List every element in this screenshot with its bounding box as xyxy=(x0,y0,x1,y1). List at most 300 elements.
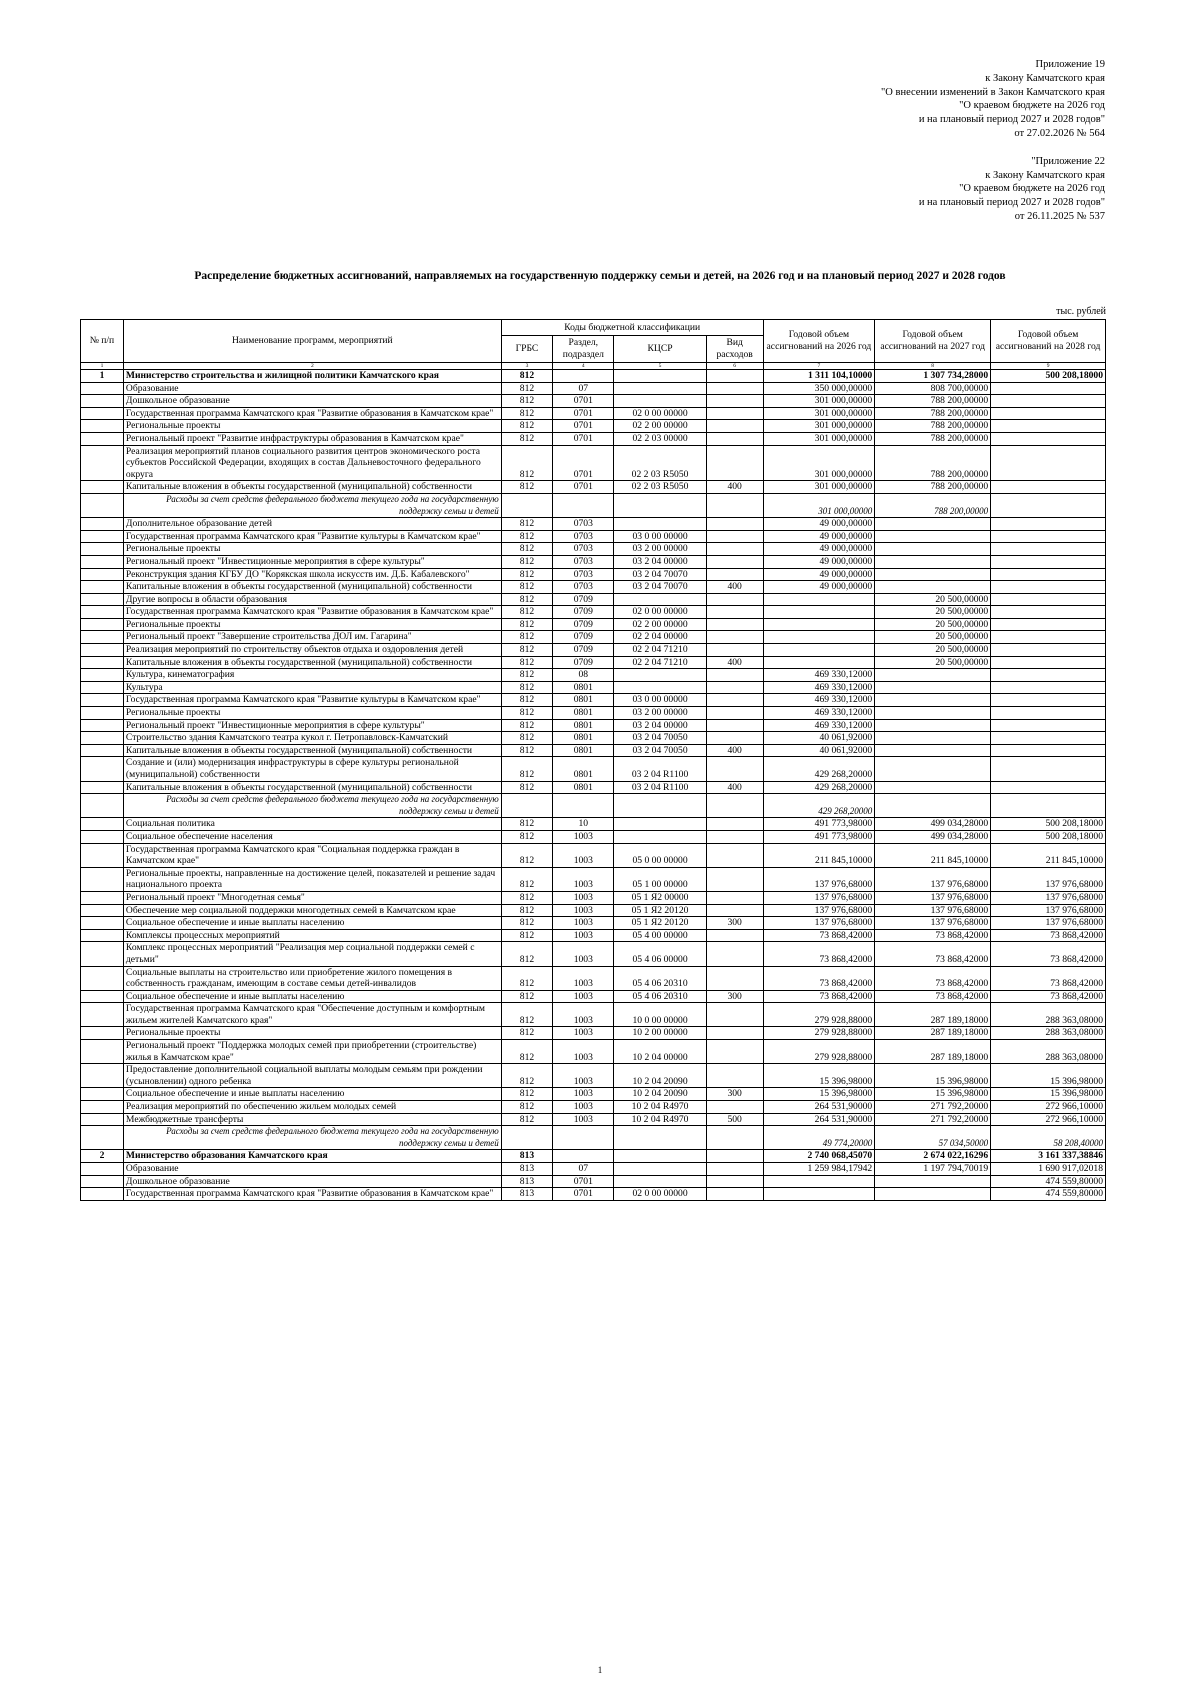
row-vid xyxy=(706,732,763,745)
row-name: Культура, кинематография xyxy=(123,669,501,682)
row-grbs xyxy=(501,493,553,517)
row-kcsr: 10 2 04 20090 xyxy=(614,1088,706,1101)
row-grbs: 812 xyxy=(501,656,553,669)
row-amount-2028: 500 208,18000 xyxy=(991,818,1106,831)
row-number xyxy=(81,382,124,395)
row-amount-2026: 49 000,00000 xyxy=(763,555,875,568)
header-codes: Коды бюджетной классификации xyxy=(501,320,763,336)
row-amount-2028 xyxy=(991,707,1106,720)
row-amount-2027 xyxy=(875,757,991,781)
table-row xyxy=(81,891,1106,904)
row-amount-2028: 474 559,80000 xyxy=(991,1188,1106,1201)
table-header-row xyxy=(81,320,1106,336)
row-kcsr: 02 0 00 00000 xyxy=(614,606,706,619)
row-name: Региональные проекты xyxy=(123,1027,501,1040)
row-kcsr: 05 1 Я2 20120 xyxy=(614,917,706,930)
row-number xyxy=(81,942,124,966)
table-row xyxy=(81,606,1106,619)
row-number xyxy=(81,1040,124,1064)
row-grbs: 812 xyxy=(501,843,553,867)
row-amount-2027: 73 868,42000 xyxy=(875,966,991,990)
row-amount-2028 xyxy=(991,518,1106,531)
row-razdel: 0703 xyxy=(553,518,614,531)
row-amount-2028: 211 845,10000 xyxy=(991,843,1106,867)
row-name: Социальное обеспечение и иные выплаты населению xyxy=(123,990,501,1003)
row-amount-2026: 469 330,12000 xyxy=(763,707,875,720)
row-amount-2027: 20 500,00000 xyxy=(875,593,991,606)
row-grbs: 812 xyxy=(501,891,553,904)
row-amount-2026: 211 845,10000 xyxy=(763,843,875,867)
row-grbs: 812 xyxy=(501,781,553,794)
row-amount-2028: 73 868,42000 xyxy=(991,942,1106,966)
table-row xyxy=(81,631,1106,644)
row-vid: 300 xyxy=(706,990,763,1003)
row-amount-2027 xyxy=(875,669,991,682)
row-amount-2027: 137 976,68000 xyxy=(875,904,991,917)
row-name: Дошкольное образование xyxy=(123,1175,501,1188)
row-name: Государственная программа Камчатского края "Развитие культуры в Камчатском крае" xyxy=(123,530,501,543)
row-grbs: 812 xyxy=(501,1027,553,1040)
row-number xyxy=(81,681,124,694)
row-amount-2026 xyxy=(763,593,875,606)
row-kcsr: 10 2 00 00000 xyxy=(614,1027,706,1040)
column-number: 2 xyxy=(123,363,501,370)
row-amount-2026: 15 396,98000 xyxy=(763,1088,875,1101)
row-vid xyxy=(706,1163,763,1176)
row-amount-2028: 3 161 337,38846 xyxy=(991,1150,1106,1163)
row-grbs: 812 xyxy=(501,929,553,942)
header-2028: Годовой объем ассигнований на 2028 год xyxy=(991,320,1106,363)
row-name: Строительство здания Камчатского театра кукол г. Петропавловск-Камчатский xyxy=(123,732,501,745)
row-name: Региональные проекты, направленные на достижение целей, показателей и решение задач национального проекта xyxy=(123,867,501,891)
row-kcsr: 02 2 03 R5050 xyxy=(614,481,706,494)
row-razdel: 1003 xyxy=(553,917,614,930)
row-amount-2026: 469 330,12000 xyxy=(763,719,875,732)
row-amount-2026: 137 976,68000 xyxy=(763,867,875,891)
header-vid: Вид расходов xyxy=(706,336,763,363)
row-name: Межбюджетные трансферты xyxy=(123,1113,501,1126)
row-amount-2027: 20 500,00000 xyxy=(875,644,991,657)
row-amount-2026: 279 928,88000 xyxy=(763,1003,875,1027)
row-amount-2028: 137 976,68000 xyxy=(991,891,1106,904)
row-number xyxy=(81,917,124,930)
row-razdel: 0801 xyxy=(553,719,614,732)
row-amount-2027 xyxy=(875,781,991,794)
row-amount-2027 xyxy=(875,555,991,568)
row-amount-2027: 20 500,00000 xyxy=(875,631,991,644)
row-vid xyxy=(706,407,763,420)
row-number xyxy=(81,1188,124,1201)
table-row xyxy=(81,395,1106,408)
row-name: Расходы за счет средств федерального бюджета текущего года на государственную поддержку семьи и детей xyxy=(123,1126,501,1150)
row-kcsr xyxy=(614,830,706,843)
row-name: Капитальные вложения в объекты государственной (муниципальной) собственности xyxy=(123,656,501,669)
table-row xyxy=(81,656,1106,669)
row-vid xyxy=(706,694,763,707)
row-kcsr: 03 2 04 R1100 xyxy=(614,781,706,794)
table-row xyxy=(81,568,1106,581)
row-vid xyxy=(706,493,763,517)
row-amount-2027 xyxy=(875,530,991,543)
row-amount-2028 xyxy=(991,732,1106,745)
row-amount-2026: 301 000,00000 xyxy=(763,481,875,494)
row-amount-2028: 500 208,18000 xyxy=(991,370,1106,383)
document-title: Распределение бюджетных ассигнований, направляемых на государственную поддержку семьи и детей, на 2026 год и на плановый период 2027 и 2028 годов xyxy=(194,270,1006,282)
table-row xyxy=(81,990,1106,1003)
table-row xyxy=(81,830,1106,843)
row-razdel: 10 xyxy=(553,818,614,831)
row-vid xyxy=(706,830,763,843)
row-vid xyxy=(706,794,763,818)
row-amount-2027: 73 868,42000 xyxy=(875,929,991,942)
row-kcsr: 03 2 04 70070 xyxy=(614,568,706,581)
row-amount-2028: 137 976,68000 xyxy=(991,904,1106,917)
row-kcsr: 02 2 04 71210 xyxy=(614,644,706,657)
page-number: 1 xyxy=(597,1665,603,1675)
row-amount-2027: 271 792,20000 xyxy=(875,1113,991,1126)
row-vid xyxy=(706,395,763,408)
row-amount-2027: 2 674 022,16296 xyxy=(875,1150,991,1163)
row-kcsr: 05 1 Я2 00000 xyxy=(614,891,706,904)
column-number: 5 xyxy=(614,363,706,370)
row-kcsr: 10 0 00 00000 xyxy=(614,1003,706,1027)
row-amount-2028 xyxy=(991,445,1106,481)
row-kcsr: 03 0 00 00000 xyxy=(614,530,706,543)
row-amount-2027: 499 034,28000 xyxy=(875,830,991,843)
row-amount-2027 xyxy=(875,794,991,818)
row-amount-2026: 137 976,68000 xyxy=(763,917,875,930)
row-grbs: 812 xyxy=(501,568,553,581)
row-kcsr: 02 0 00 00000 xyxy=(614,407,706,420)
row-kcsr: 03 2 04 00000 xyxy=(614,719,706,732)
annex-line: "О краевом бюджете на 2026 год xyxy=(959,183,1105,195)
row-razdel: 1003 xyxy=(553,1027,614,1040)
row-vid xyxy=(706,1188,763,1201)
row-amount-2028 xyxy=(991,493,1106,517)
annex-line: к Закону Камчатского края xyxy=(985,72,1105,84)
row-vid: 400 xyxy=(706,781,763,794)
row-vid xyxy=(706,681,763,694)
row-amount-2027: 57 034,50000 xyxy=(875,1126,991,1150)
row-name: Региональные проекты xyxy=(123,707,501,720)
row-kcsr xyxy=(614,370,706,383)
row-name: Реализация мероприятий планов социального развития центров экономического роста субъектов Российской Федерации, входящих в состав Дальневосточного федерального округа xyxy=(123,445,501,481)
row-vid xyxy=(706,618,763,631)
row-razdel: 1003 xyxy=(553,1113,614,1126)
row-grbs: 812 xyxy=(501,1101,553,1114)
row-number xyxy=(81,818,124,831)
table-row xyxy=(81,669,1106,682)
row-amount-2028 xyxy=(991,694,1106,707)
row-name: Социальная политика xyxy=(123,818,501,831)
row-kcsr: 03 2 04 70050 xyxy=(614,744,706,757)
row-number xyxy=(81,794,124,818)
column-number: 9 xyxy=(991,363,1106,370)
table-row xyxy=(81,1088,1106,1101)
table-row xyxy=(81,530,1106,543)
row-razdel: 1003 xyxy=(553,1088,614,1101)
row-amount-2027: 137 976,68000 xyxy=(875,867,991,891)
row-razdel: 0801 xyxy=(553,732,614,745)
row-razdel: 0801 xyxy=(553,744,614,757)
row-amount-2027: 73 868,42000 xyxy=(875,942,991,966)
row-number xyxy=(81,606,124,619)
row-kcsr: 02 0 00 00000 xyxy=(614,1188,706,1201)
row-number xyxy=(81,929,124,942)
row-amount-2027: 287 189,18000 xyxy=(875,1040,991,1064)
row-amount-2026: 301 000,00000 xyxy=(763,432,875,445)
header-razdel: Раздел, подраздел xyxy=(553,336,614,363)
row-number xyxy=(81,904,124,917)
row-vid xyxy=(706,555,763,568)
row-razdel: 0703 xyxy=(553,543,614,556)
column-number: 1 xyxy=(81,363,124,370)
row-name: Капитальные вложения в объекты государственной (муниципальной) собственности xyxy=(123,781,501,794)
row-razdel: 1003 xyxy=(553,990,614,1003)
row-razdel: 0703 xyxy=(553,530,614,543)
row-amount-2026: 301 000,00000 xyxy=(763,493,875,517)
row-amount-2026: 1 259 984,17942 xyxy=(763,1163,875,1176)
row-amount-2027 xyxy=(875,681,991,694)
table-row-note xyxy=(81,493,1106,517)
row-number xyxy=(81,1027,124,1040)
row-vid xyxy=(706,1003,763,1027)
row-razdel: 07 xyxy=(553,1163,614,1176)
row-razdel: 1003 xyxy=(553,830,614,843)
row-name: Региональный проект "Развитие инфраструктуры образования в Камчатском крае" xyxy=(123,432,501,445)
row-razdel xyxy=(553,370,614,383)
row-amount-2028 xyxy=(991,757,1106,781)
row-razdel: 0703 xyxy=(553,555,614,568)
row-name: Обеспечение мер социальной поддержки многодетных семей в Камчатском крае xyxy=(123,904,501,917)
row-amount-2026: 40 061,92000 xyxy=(763,732,875,745)
row-kcsr xyxy=(614,818,706,831)
row-amount-2026: 491 773,98000 xyxy=(763,818,875,831)
row-vid xyxy=(706,568,763,581)
row-amount-2027: 1 197 794,70019 xyxy=(875,1163,991,1176)
row-amount-2028 xyxy=(991,481,1106,494)
row-razdel: 0701 xyxy=(553,481,614,494)
row-amount-2026: 469 330,12000 xyxy=(763,669,875,682)
row-kcsr xyxy=(614,382,706,395)
row-number xyxy=(81,719,124,732)
row-number xyxy=(81,1101,124,1114)
table-row xyxy=(81,370,1106,383)
row-number xyxy=(81,530,124,543)
row-kcsr: 02 2 00 00000 xyxy=(614,618,706,631)
row-number xyxy=(81,1064,124,1088)
row-razdel: 0703 xyxy=(553,568,614,581)
row-amount-2028: 500 208,18000 xyxy=(991,830,1106,843)
row-name: Создание и (или) модернизация инфраструктуры в сфере культуры региональной (муниципальной) собственности xyxy=(123,757,501,781)
row-number xyxy=(81,1163,124,1176)
row-amount-2028: 15 396,98000 xyxy=(991,1088,1106,1101)
table-row xyxy=(81,618,1106,631)
row-grbs: 812 xyxy=(501,1113,553,1126)
row-razdel: 0703 xyxy=(553,581,614,594)
row-grbs: 812 xyxy=(501,395,553,408)
row-amount-2026: 73 868,42000 xyxy=(763,990,875,1003)
row-amount-2027 xyxy=(875,744,991,757)
row-kcsr xyxy=(614,493,706,517)
table-row xyxy=(81,744,1106,757)
row-amount-2028: 137 976,68000 xyxy=(991,917,1106,930)
table-row xyxy=(81,929,1106,942)
row-kcsr: 10 2 04 20090 xyxy=(614,1064,706,1088)
row-amount-2028: 58 208,40000 xyxy=(991,1126,1106,1150)
row-razdel xyxy=(553,1126,614,1150)
row-name: Социальные выплаты на строительство или приобретение жилого помещения в собственность гражданам, имеющим в составе семьи детей-инвалидов xyxy=(123,966,501,990)
row-number xyxy=(81,1175,124,1188)
table-row xyxy=(81,1003,1106,1027)
row-number xyxy=(81,407,124,420)
row-amount-2028 xyxy=(991,606,1106,619)
table-row xyxy=(81,681,1106,694)
row-amount-2028: 288 363,08000 xyxy=(991,1040,1106,1064)
row-name: Министерство образования Камчатского края xyxy=(123,1150,501,1163)
row-amount-2028 xyxy=(991,555,1106,568)
row-razdel: 1003 xyxy=(553,1040,614,1064)
table-row xyxy=(81,1101,1106,1114)
row-kcsr: 03 2 00 00000 xyxy=(614,543,706,556)
row-amount-2026: 2 740 068,45070 xyxy=(763,1150,875,1163)
budget-table xyxy=(80,319,1106,1201)
row-amount-2026: 49 000,00000 xyxy=(763,581,875,594)
row-grbs: 812 xyxy=(501,707,553,720)
row-name: Региональный проект "Инвестиционные мероприятия в сфере культуры" xyxy=(123,719,501,732)
row-amount-2027: 788 200,00000 xyxy=(875,420,991,433)
annex-block-original xyxy=(685,155,1105,224)
row-vid xyxy=(706,631,763,644)
row-kcsr: 02 2 04 71210 xyxy=(614,656,706,669)
row-razdel: 0709 xyxy=(553,618,614,631)
row-amount-2028 xyxy=(991,794,1106,818)
row-vid xyxy=(706,843,763,867)
row-amount-2026: 40 061,92000 xyxy=(763,744,875,757)
row-vid xyxy=(706,669,763,682)
row-vid xyxy=(706,370,763,383)
row-razdel: 1003 xyxy=(553,891,614,904)
budget-table-body xyxy=(81,370,1106,1201)
row-amount-2027: 499 034,28000 xyxy=(875,818,991,831)
row-razdel: 1003 xyxy=(553,1003,614,1027)
row-kcsr: 05 0 00 00000 xyxy=(614,843,706,867)
row-amount-2027: 1 307 734,28000 xyxy=(875,370,991,383)
row-amount-2027: 788 200,00000 xyxy=(875,481,991,494)
table-row xyxy=(81,757,1106,781)
row-number xyxy=(81,395,124,408)
row-grbs: 812 xyxy=(501,543,553,556)
row-kcsr: 02 2 04 00000 xyxy=(614,631,706,644)
row-amount-2026: 49 000,00000 xyxy=(763,518,875,531)
row-grbs: 812 xyxy=(501,744,553,757)
row-name: Капитальные вложения в объекты государственной (муниципальной) собственности xyxy=(123,744,501,757)
row-name: Реализация мероприятий по строительству объектов отдыха и оздоровления детей xyxy=(123,644,501,657)
row-amount-2028 xyxy=(991,744,1106,757)
row-amount-2026: 350 000,00000 xyxy=(763,382,875,395)
row-grbs: 812 xyxy=(501,420,553,433)
row-kcsr xyxy=(614,669,706,682)
row-amount-2027 xyxy=(875,543,991,556)
row-amount-2026: 49 000,00000 xyxy=(763,530,875,543)
row-vid xyxy=(706,382,763,395)
row-amount-2026: 73 868,42000 xyxy=(763,966,875,990)
row-amount-2027 xyxy=(875,707,991,720)
row-name: Региональный проект "Поддержка молодых семей при приобретении (строительстве) жилья в Камчатском крае" xyxy=(123,1040,501,1064)
row-kcsr: 03 2 00 00000 xyxy=(614,707,706,720)
row-amount-2027: 20 500,00000 xyxy=(875,606,991,619)
table-row xyxy=(81,843,1106,867)
table-row xyxy=(81,518,1106,531)
row-vid: 400 xyxy=(706,481,763,494)
table-row xyxy=(81,1163,1106,1176)
row-name: Комплексы процессных мероприятий xyxy=(123,929,501,942)
row-grbs: 812 xyxy=(501,593,553,606)
row-razdel: 1003 xyxy=(553,867,614,891)
table-row xyxy=(81,719,1106,732)
row-razdel: 0709 xyxy=(553,656,614,669)
row-amount-2028 xyxy=(991,530,1106,543)
annex-line: от 27.02.2026 № 564 xyxy=(1014,127,1105,139)
row-vid xyxy=(706,432,763,445)
row-amount-2028: 288 363,08000 xyxy=(991,1027,1106,1040)
annex-line: Приложение 19 xyxy=(1035,59,1105,70)
table-row xyxy=(81,917,1106,930)
row-amount-2026 xyxy=(763,644,875,657)
row-kcsr: 05 1 00 00000 xyxy=(614,867,706,891)
row-amount-2026: 49 774,20000 xyxy=(763,1126,875,1150)
row-grbs: 812 xyxy=(501,681,553,694)
table-row xyxy=(81,581,1106,594)
row-grbs: 812 xyxy=(501,555,553,568)
row-razdel xyxy=(553,493,614,517)
column-number: 8 xyxy=(875,363,991,370)
row-vid xyxy=(706,644,763,657)
row-kcsr: 03 2 04 70070 xyxy=(614,581,706,594)
row-amount-2028 xyxy=(991,618,1106,631)
row-vid: 400 xyxy=(706,744,763,757)
row-razdel: 1003 xyxy=(553,1101,614,1114)
row-grbs: 812 xyxy=(501,631,553,644)
row-amount-2028: 1 690 917,02018 xyxy=(991,1163,1106,1176)
row-kcsr xyxy=(614,1126,706,1150)
row-amount-2028 xyxy=(991,432,1106,445)
row-razdel: 0709 xyxy=(553,644,614,657)
row-amount-2026: 301 000,00000 xyxy=(763,407,875,420)
row-amount-2028 xyxy=(991,631,1106,644)
header-2026: Годовой объем ассигнований на 2026 год xyxy=(763,320,875,363)
row-grbs: 812 xyxy=(501,818,553,831)
row-kcsr: 05 4 06 20310 xyxy=(614,990,706,1003)
row-amount-2026 xyxy=(763,618,875,631)
row-amount-2028 xyxy=(991,395,1106,408)
row-amount-2027: 788 200,00000 xyxy=(875,407,991,420)
table-row xyxy=(81,432,1106,445)
row-amount-2028: 137 976,68000 xyxy=(991,867,1106,891)
row-grbs: 812 xyxy=(501,481,553,494)
row-grbs: 812 xyxy=(501,445,553,481)
row-razdel: 0801 xyxy=(553,757,614,781)
row-amount-2026: 73 868,42000 xyxy=(763,929,875,942)
row-amount-2027 xyxy=(875,719,991,732)
row-vid xyxy=(706,929,763,942)
row-grbs: 812 xyxy=(501,694,553,707)
row-amount-2026: 301 000,00000 xyxy=(763,445,875,481)
table-row-note xyxy=(81,794,1106,818)
row-amount-2028: 288 363,08000 xyxy=(991,1003,1106,1027)
row-amount-2028 xyxy=(991,719,1106,732)
row-number xyxy=(81,781,124,794)
